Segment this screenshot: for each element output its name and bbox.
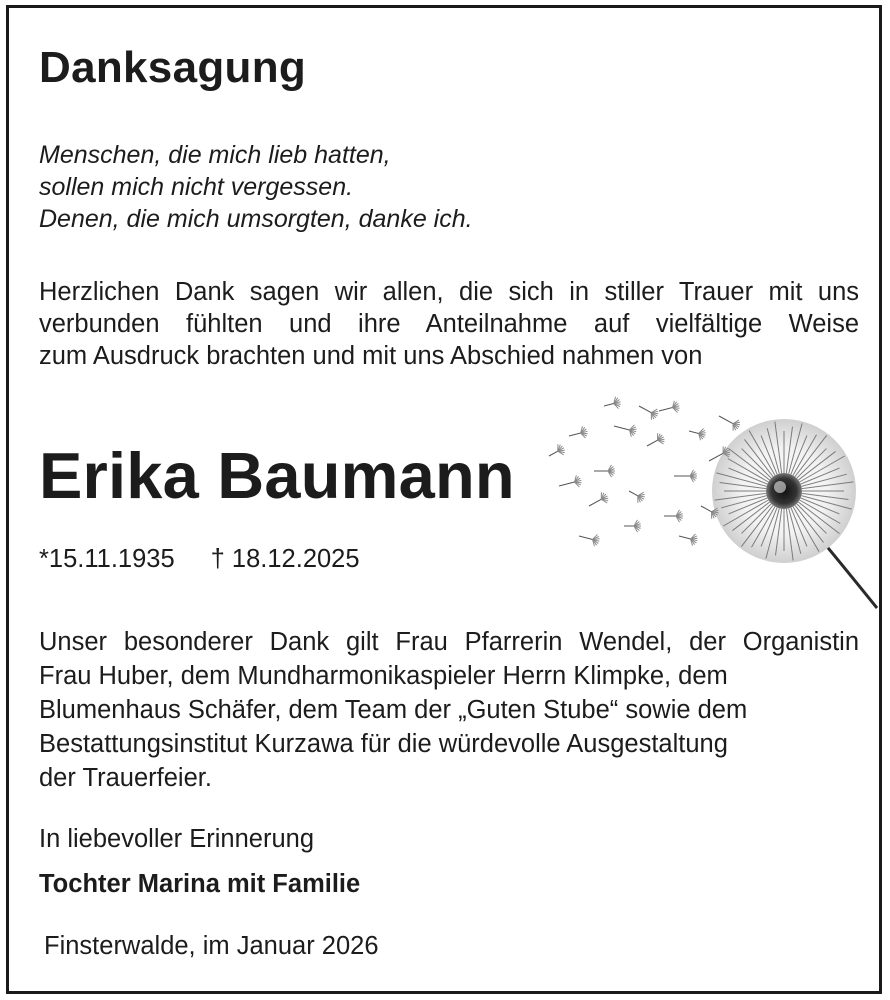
family-signature: Tochter Marina mit Familie: [39, 870, 361, 898]
memory-line: In liebevoller Erinnerung: [39, 825, 314, 853]
thanks-line: der Trauerfeier.: [39, 764, 212, 792]
obituary-card: [6, 5, 882, 994]
deceased-name: Erika Baumann: [39, 439, 515, 512]
intro-paragraph: [39, 276, 859, 372]
poem-verse: [39, 139, 473, 235]
thanks-line: Unser besonderer Dank gilt Frau Pfarrerin Wendel, der Organistin: [39, 628, 859, 656]
intro-line: verbunden fühlten und ihre Anteilnahme auf vielfältige Weise: [39, 310, 859, 338]
poem-line: Menschen, die mich lieb hatten,: [39, 141, 391, 169]
thanks-line: Blumenhaus Schäfer, dem Team der „Guten Stube“ sowie dem: [39, 696, 748, 724]
poem-line: sollen mich nicht vergessen.: [39, 173, 354, 201]
place-date: Finsterwalde, im Januar 2026: [44, 932, 379, 960]
intro-line: Herzlichen Dank sagen wir allen, die sich in stiller Trauer mit uns: [39, 278, 859, 306]
thanks-line: Frau Huber, dem Mundharmonikaspieler Herrn Klimpke, dem: [39, 662, 728, 690]
death-date: † 18.12.2025: [210, 545, 360, 573]
heading-title: Danksagung: [39, 43, 307, 92]
life-dates: [39, 543, 360, 575]
thanks-line: Bestattungsinstitut Kurzawa für die würdevolle Ausgestaltung: [39, 730, 728, 758]
thanks-paragraph: [39, 625, 859, 795]
birth-date: *15.11.1935: [39, 545, 175, 573]
intro-line: zum Ausdruck brachten und mit uns Abschied nahmen von: [39, 342, 703, 370]
dandelion-icon: [529, 386, 879, 616]
poem-line: Denen, die mich umsorgten, danke ich.: [39, 205, 473, 233]
